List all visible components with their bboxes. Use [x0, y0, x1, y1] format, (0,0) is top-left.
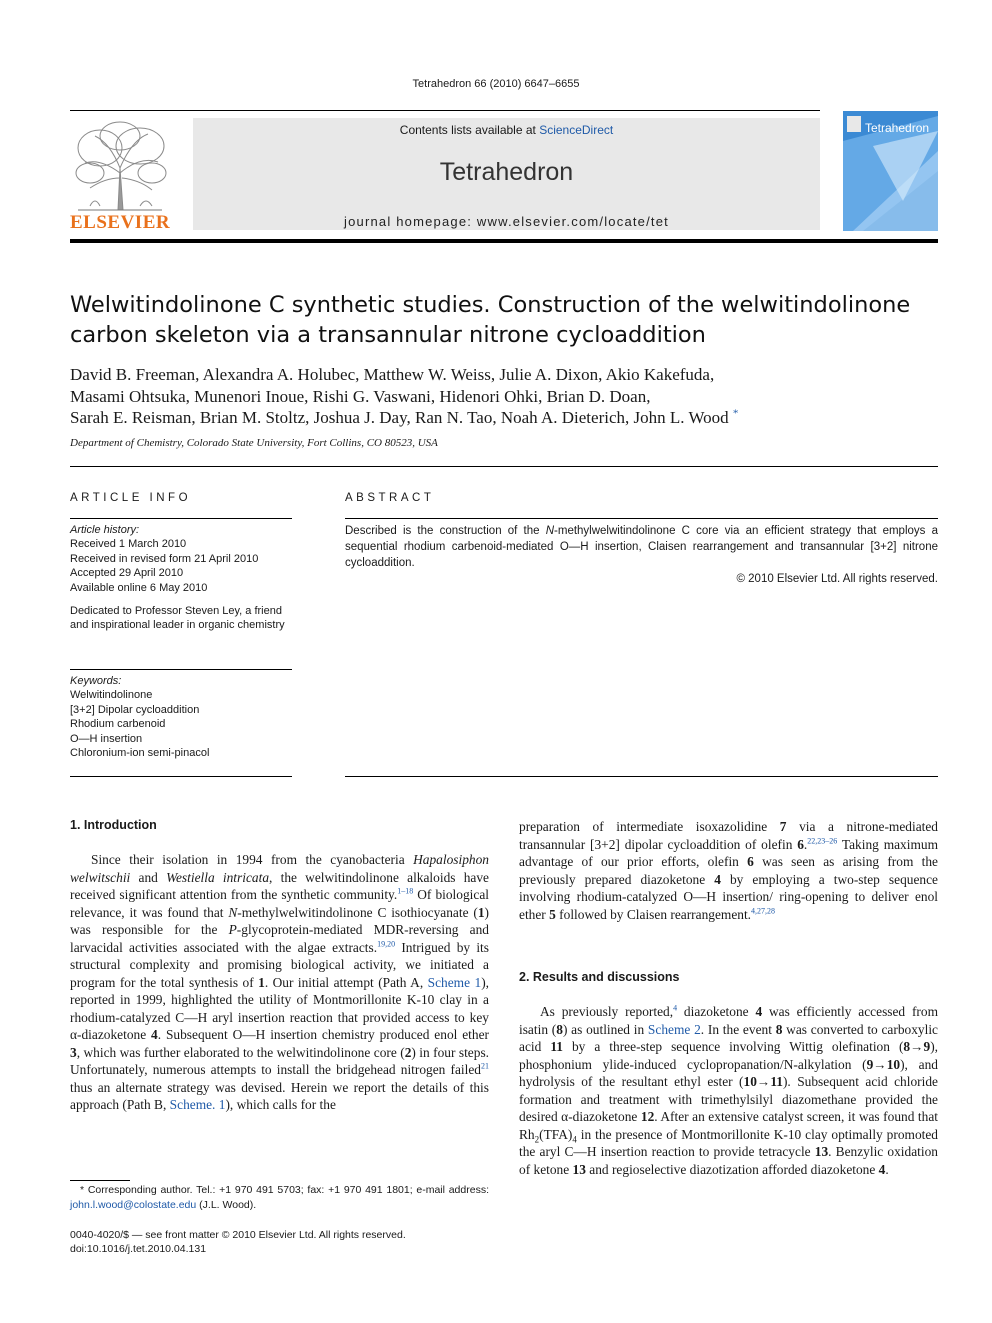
- intro-paragraph-continued: [519, 818, 938, 923]
- text-run: .: [803, 836, 808, 852]
- text-run: -glycoprotein-mediated MDR-reversing and larvacidal activities associated with the algae extracts.: [70, 922, 489, 955]
- contents-line: [193, 123, 820, 137]
- reference-superscript[interactable]: 19,20: [377, 939, 396, 949]
- section-heading-results: 2. Results and discussions: [519, 970, 680, 984]
- keyword: [3+2] Dipolar cycloaddition: [70, 703, 200, 716]
- front-matter: 0040-4020/$ — see front matter © 2010 Elsevier Ltd. All rights reserved.: [70, 1229, 406, 1241]
- compound-number: 2: [404, 1044, 412, 1060]
- history-online: Available online 6 May 2010: [70, 581, 208, 594]
- footnote-rule: [70, 1180, 130, 1181]
- text-run: thus an alternate strategy was devised. Herein we report the details of this approach (Path B,: [70, 1079, 489, 1112]
- reference-superscript[interactable]: 22,23–26: [807, 836, 838, 846]
- journal-title: Tetrahedron: [439, 158, 574, 186]
- keywords-label: Keywords:: [70, 675, 122, 687]
- journal-banner: [193, 118, 820, 230]
- article-title: Welwitindolinone C synthetic studies. Construction of the welwitindolinone carbon skeleton via a transannular nitrone cycloaddition: [70, 292, 911, 348]
- article-info-rule: [70, 518, 292, 519]
- cover-title: Tetrahedron: [865, 121, 930, 135]
- text-run: ) was responsible for the: [70, 904, 489, 937]
- compound-number: 1: [258, 974, 265, 990]
- text-run: preparation of intermediate isoxazolidine: [519, 819, 780, 834]
- intro-paragraph: [70, 851, 489, 1114]
- reference-superscript[interactable]: 4: [673, 1003, 678, 1013]
- compound-number: 9→10: [866, 1056, 901, 1072]
- abstract-bottom-rule: [345, 776, 938, 777]
- text-run: via a nitrone-mediated transannular [3+2] dipolar cycloaddition of olefin: [519, 819, 938, 852]
- keyword: Rhodium carbenoid: [70, 718, 166, 731]
- compound-number: 4: [878, 1161, 886, 1177]
- abstract-part: Described is the construction of the: [345, 525, 546, 537]
- abstract-heading: ABSTRACT: [345, 492, 435, 504]
- text-run: P: [228, 922, 237, 937]
- text-run: . Our initial attempt (Path A,: [264, 974, 428, 990]
- corresponding-author-footnote: [70, 1183, 489, 1213]
- author-line: Masami Ohtsuka, Munenori Inoue, Rishi G. Vaswani, Hidenori Ohki, Brian D. Doan,: [70, 386, 651, 406]
- footnote-suffix: (J.L. Wood).: [196, 1199, 257, 1211]
- compound-number: 5: [549, 906, 556, 922]
- keyword: O—H insertion: [70, 732, 143, 745]
- text-run: Intrigued by its structural complexity and promising biological activity, we initiated a program for the total synthesis of: [70, 939, 489, 990]
- article-history: [70, 523, 295, 633]
- reference-superscript[interactable]: 21: [481, 1061, 489, 1071]
- compound-number: 8: [556, 1021, 563, 1037]
- footnote-text: * Corresponding author. Tel.: +1 970 491 5703; fax: +1 970 491 1801; e-mail address:: [80, 1184, 489, 1196]
- text-run: ), and hydrolysis of the resultant ethyl ester (: [519, 1056, 938, 1089]
- compound-number: 8: [775, 1021, 783, 1037]
- text-run: Of biological relevance, it was found that: [70, 887, 489, 920]
- text-run: . After an extensive catalyst screen, it was found that Rh: [519, 1109, 938, 1142]
- text-run: N: [228, 904, 238, 920]
- sciencedirect-link[interactable]: ScienceDirect: [539, 123, 614, 137]
- text-run: -methylwelwitindolinone C isothiocyanate (: [237, 904, 478, 920]
- author-line-text: Sarah E. Reisman, Brian M. Stoltz, Joshua J. Day, Ran N. Tao, Noah A. Dieterich, John L. Wood: [70, 408, 729, 427]
- history-accepted: Accepted 29 April 2010: [70, 567, 184, 580]
- abstract-rule: [345, 518, 938, 519]
- corresponding-author-mark[interactable]: *: [732, 407, 739, 420]
- doi[interactable]: doi:10.1016/j.tet.2010.04.131: [70, 1243, 207, 1255]
- text-run: , which was further elaborated to the welwitindolinone core (: [76, 1044, 405, 1060]
- text-run: 2: [534, 1134, 540, 1145]
- text-run: ), phosphonium ylide-induced cyclopropanation/N-alkylation (: [519, 1039, 938, 1072]
- keyword: Chloronium-ion semi-pinacol: [70, 747, 210, 760]
- text-run: ). Subsequent acid chloride formation and treatment with trimethylsilyl diazomethane provided the desired α-diazoketone: [519, 1074, 938, 1124]
- compound-number: 13: [572, 1161, 586, 1177]
- text-run: 4: [572, 1134, 577, 1145]
- text-run: Westiella intricata: [166, 869, 270, 885]
- keyword: Welwitindolinone: [70, 689, 153, 702]
- reference-superscript[interactable]: 1–18: [397, 886, 414, 896]
- compound-number: 8→9: [903, 1039, 931, 1054]
- compound-number: 4: [151, 1027, 158, 1042]
- history-received: Received 1 March 2010: [70, 538, 187, 551]
- history-revised: Received in revised form 21 April 2010: [70, 552, 259, 565]
- abstract-text: [345, 523, 938, 587]
- abstract-copyright: © 2010 Elsevier Ltd. All rights reserved.: [736, 573, 938, 585]
- text-run: (TFA): [539, 1126, 573, 1142]
- text-run: and regioselective diazotization afforded diazoketone: [585, 1161, 879, 1177]
- compound-number: 11: [550, 1039, 563, 1054]
- affiliation-rule: [70, 466, 938, 467]
- compound-number: 3: [70, 1044, 77, 1060]
- text-run: was converted to carboxylic acid: [519, 1021, 939, 1054]
- text-run: ), which calls for the: [225, 1097, 336, 1112]
- abstract-part: -methylwelwitindolinone C core via an efficient strategy that employs a sequential rhodium carbenoid-mediated O—H insertion, Claisen rearrangement and transannular [3+2] nitrone cycloaddition.: [345, 525, 938, 569]
- text-run: Hapalosiphon welwitschii: [70, 852, 489, 885]
- text-run: and: [130, 869, 167, 885]
- author-list: [70, 364, 940, 429]
- text-run: ) as outlined in: [562, 1021, 648, 1037]
- journal-homepage[interactable]: journal homepage: www.elsevier.com/locate/tet: [344, 214, 669, 229]
- compound-number: 7: [779, 819, 787, 834]
- text-run: , the welwitindolinone alkaloids have received significant attention from the synthetic community.: [70, 869, 489, 902]
- compound-number: 6: [747, 854, 754, 869]
- text-run: by a three-step sequence involving Wittig olefination (: [562, 1039, 904, 1054]
- compound-number: 6: [797, 836, 804, 852]
- scheme-link[interactable]: Scheme. 1: [169, 1097, 226, 1112]
- affiliation: Department of Chemistry, Colorado State University, Fort Collins, CO 80523, USA: [70, 437, 438, 449]
- text-run: in the presence of Montmorillonite K-10 clay optimally promoted the aryl C—H insertion reaction to provide tetracycle: [519, 1126, 938, 1159]
- elsevier-wordmark: ELSEVIER: [70, 212, 171, 233]
- compound-number: 1: [477, 904, 485, 920]
- text-run: diazoketone: [677, 1004, 756, 1019]
- journal-cover[interactable]: [843, 111, 938, 231]
- text-run: ) in four steps. Unfortunately, numerous attempts to install the bridgehead nitrogen failed: [70, 1044, 490, 1077]
- results-paragraph: [519, 1003, 938, 1178]
- history-label: Article history:: [70, 524, 140, 536]
- header-top-rule: [70, 110, 820, 111]
- text-run: . In the event: [700, 1021, 776, 1037]
- text-run: was efficiently accessed from isatin (: [519, 1004, 938, 1037]
- text-run: Since their isolation in 1994 from the cyanobacteria: [91, 852, 414, 867]
- dedication: Dedicated to Professor Steven Ley, a friend and inspirational leader in organic chemistry: [70, 605, 285, 632]
- compound-number: 10→11: [743, 1074, 783, 1089]
- compound-number: 12: [640, 1109, 655, 1124]
- email-link[interactable]: john.l.wood@colostate.edu: [70, 1199, 197, 1211]
- keywords-rule: [70, 669, 292, 670]
- text-run: followed by Claisen rearrangement.: [555, 906, 752, 922]
- text-run: . Subsequent O—H insertion chemistry produced enol ether: [157, 1027, 489, 1042]
- section-heading-introduction: 1. Introduction: [70, 818, 157, 832]
- text-run: Taking maximum advantage of our prior efforts, olefin: [519, 836, 938, 869]
- article-info-heading: ARTICLE INFO: [70, 492, 192, 504]
- text-run: .: [885, 1161, 889, 1177]
- reference-superscript[interactable]: 4,27,28: [751, 906, 776, 916]
- text-run: by employing a two-step sequence involving rhodium-catalyzed O—H insertion/ ring-opening to deliver enol ether: [519, 871, 938, 922]
- text-run: As previously reported,: [540, 1004, 674, 1019]
- scheme-link[interactable]: Scheme 1: [427, 974, 482, 990]
- elsevier-logo[interactable]: [70, 118, 170, 234]
- journal-citation: Tetrahedron 66 (2010) 6647–6655: [412, 78, 580, 90]
- compound-number: 4: [755, 1004, 763, 1019]
- contents-prefix: Contents lists available at: [399, 123, 540, 137]
- article-info-bottom-rule: [70, 776, 292, 777]
- text-run: ), reported in 1999, highlighted the utility of Montmorillonite K-10 clay in a rhodium-catalyzed C—H aryl insertion reaction that provided access to key α-diazoketone: [70, 974, 490, 1042]
- text-run: was seen as arising from the previously prepared diazoketone: [519, 854, 938, 887]
- author-line: David B. Freeman, Alexandra A. Holubec, Matthew W. Weiss, Julie A. Dixon, Akio Kakefuda,: [70, 365, 715, 384]
- tree-icon: [70, 118, 170, 214]
- scheme-link[interactable]: Scheme 2: [647, 1021, 701, 1037]
- abstract-italic: N: [545, 525, 555, 537]
- compound-number: 13: [814, 1144, 829, 1159]
- keywords-block: [70, 674, 295, 760]
- text-run: . Benzylic oxidation of ketone: [519, 1144, 938, 1177]
- header-thick-rule: [70, 239, 938, 243]
- compound-number: 4: [714, 871, 721, 887]
- author-line: [70, 407, 940, 429]
